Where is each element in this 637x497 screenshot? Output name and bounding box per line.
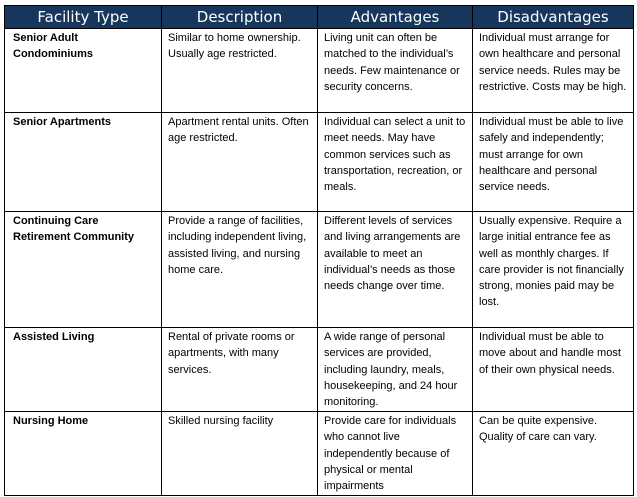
facility-type-cell: Senior Apartments <box>5 113 162 212</box>
description-cell: Skilled nursing facility <box>162 412 318 496</box>
facility-type-cell: Nursing Home <box>5 412 162 496</box>
description-cell: Provide a range of facilities, including independent living, assisted living, and nursing home care. <box>162 212 318 328</box>
header-description: Description <box>162 6 318 29</box>
advantages-cell: Living unit can often be matched to the individual’s needs. Few maintenance or security concerns. <box>318 29 473 113</box>
description-cell: Apartment rental units. Often age restricted. <box>162 113 318 212</box>
disadvantages-cell: Individual must arrange for own healthcare and personal service needs. Rules may be restrictive. Costs may be high. <box>473 29 634 113</box>
facility-type-cell: Assisted Living <box>5 328 162 412</box>
facility-type-cell: Continuing Care Retirement Community <box>5 212 162 328</box>
header-row <box>5 6 634 29</box>
table-row <box>5 113 634 212</box>
advantages-cell: Provide care for individuals who cannot live independently because of physical or mental impairments <box>318 412 473 496</box>
disadvantages-cell: Individual must be able to live safely and independently; must arrange for own healthcare and personal service needs. <box>473 113 634 212</box>
disadvantages-cell: Usually expensive. Require a large initial entrance fee as well as monthly charges. If care provider is not financially strong, monies paid may be lost. <box>473 212 634 328</box>
disadvantages-cell: Individual must be able to move about and handle most of their own physical needs. <box>473 328 634 412</box>
header-facility-type: Facility Type <box>5 6 162 29</box>
table-row <box>5 212 634 328</box>
table-body <box>5 29 634 496</box>
advantages-cell: A wide range of personal services are provided, including laundry, meals, housekeeping, and 24 hour monitoring. <box>318 328 473 412</box>
table-header <box>5 6 634 29</box>
description-cell: Similar to home ownership. Usually age restricted. <box>162 29 318 113</box>
description-cell: Rental of private rooms or apartments, with many services. <box>162 328 318 412</box>
advantages-cell: Individual can select a unit to meet needs. May have common services such as transportation, recreation, or meals. <box>318 113 473 212</box>
disadvantages-cell: Can be quite expensive. Quality of care can vary. <box>473 412 634 496</box>
table-row <box>5 29 634 113</box>
facility-type-cell: Senior Adult Condominiums <box>5 29 162 113</box>
advantages-cell: Different levels of services and living arrangements are available to meet an individual’s needs as those needs change over time. <box>318 212 473 328</box>
table-row <box>5 328 634 412</box>
header-advantages: Advantages <box>318 6 473 29</box>
table-row <box>5 412 634 496</box>
header-disadvantages: Disadvantages <box>473 6 634 29</box>
facility-comparison-table <box>4 5 634 496</box>
